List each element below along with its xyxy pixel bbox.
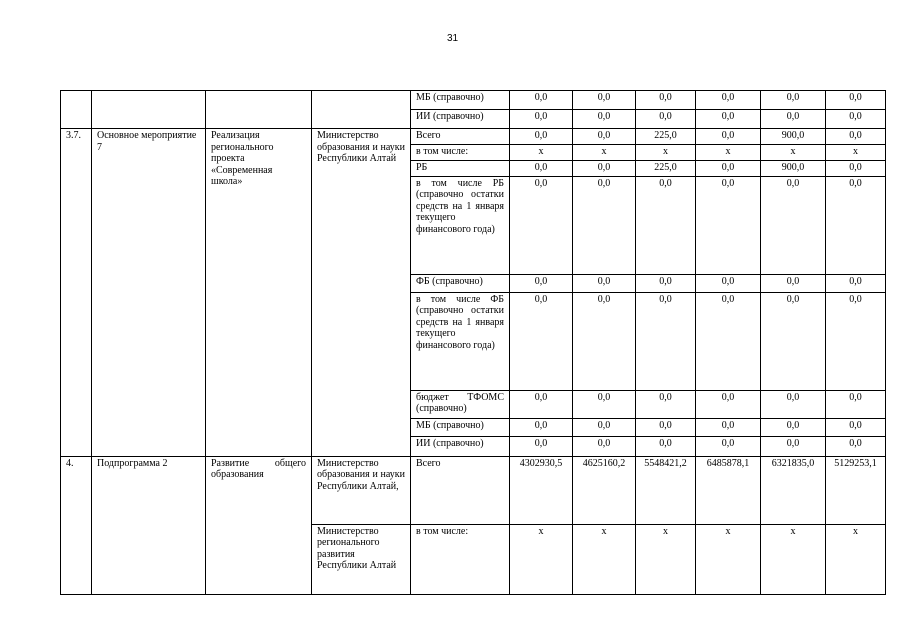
value-cell: 0,0 bbox=[696, 292, 761, 390]
value-cell: 0,0 bbox=[573, 418, 636, 436]
value-cell: х bbox=[510, 524, 573, 594]
funding-source-cell: в том числе РБ (справочно остатки средств на 1 января текущего финансового года) bbox=[411, 176, 510, 274]
value-cell: 0,0 bbox=[826, 129, 886, 145]
value-cell: 0,0 bbox=[510, 129, 573, 145]
value-cell: 0,0 bbox=[573, 110, 636, 129]
value-cell: 0,0 bbox=[636, 274, 696, 292]
value-cell: 900,0 bbox=[761, 129, 826, 145]
value-cell: 0,0 bbox=[761, 110, 826, 129]
value-cell: 0,0 bbox=[573, 390, 636, 418]
funding-source-cell: Всего bbox=[411, 129, 510, 145]
number-cell bbox=[61, 91, 92, 129]
value-cell: 0,0 bbox=[510, 436, 573, 456]
value-cell: х bbox=[573, 144, 636, 160]
value-cell: 0,0 bbox=[573, 436, 636, 456]
value-cell: х bbox=[636, 524, 696, 594]
value-cell: 0,0 bbox=[826, 176, 886, 274]
value-cell: 0,0 bbox=[573, 292, 636, 390]
value-cell: 4302930,5 bbox=[510, 456, 573, 524]
item-goal: Реализация регионального проекта «Современная школа» bbox=[206, 129, 312, 457]
value-cell: 0,0 bbox=[696, 160, 761, 176]
value-cell: 0,0 bbox=[636, 390, 696, 418]
value-cell: 0,0 bbox=[510, 91, 573, 110]
value-cell: 0,0 bbox=[826, 160, 886, 176]
value-cell: 0,0 bbox=[826, 436, 886, 456]
value-cell: 6485878,1 bbox=[696, 456, 761, 524]
budget-table bbox=[60, 90, 886, 595]
item-number: 4. bbox=[61, 456, 92, 594]
value-cell: х bbox=[510, 144, 573, 160]
item-goal: Развитие общего образования bbox=[206, 456, 312, 594]
value-cell: 225,0 bbox=[636, 160, 696, 176]
value-cell: х bbox=[761, 144, 826, 160]
page-number: 31 bbox=[446, 33, 459, 44]
table-row bbox=[61, 456, 886, 524]
value-cell: 0,0 bbox=[826, 91, 886, 110]
value-cell: 0,0 bbox=[696, 91, 761, 110]
name-cell bbox=[92, 91, 206, 129]
value-cell: 0,0 bbox=[573, 129, 636, 145]
funding-source-cell: бюджет ТФОМС (справочно) bbox=[411, 390, 510, 418]
value-cell: 0,0 bbox=[826, 274, 886, 292]
value-cell: 0,0 bbox=[696, 436, 761, 456]
funding-source-cell: в том числе ФБ (справочно остатки средств на 1 января текущего финансового года) bbox=[411, 292, 510, 390]
value-cell: 900,0 bbox=[761, 160, 826, 176]
value-cell: 0,0 bbox=[826, 110, 886, 129]
item-name: Подпрограмма 2 bbox=[92, 456, 206, 594]
value-cell: х bbox=[573, 524, 636, 594]
value-cell: 0,0 bbox=[573, 160, 636, 176]
value-cell: х bbox=[826, 524, 886, 594]
funding-source-cell: РБ bbox=[411, 160, 510, 176]
value-cell: 0,0 bbox=[573, 274, 636, 292]
value-cell: 0,0 bbox=[761, 390, 826, 418]
value-cell: 0,0 bbox=[761, 176, 826, 274]
value-cell: 5129253,1 bbox=[826, 456, 886, 524]
item-executor: Министерство образования и науки Республики Алтай, bbox=[312, 456, 411, 524]
value-cell: х bbox=[761, 524, 826, 594]
value-cell: 0,0 bbox=[761, 274, 826, 292]
value-cell: 0,0 bbox=[573, 91, 636, 110]
value-cell: х bbox=[696, 524, 761, 594]
executor-cell bbox=[312, 91, 411, 129]
funding-source-cell: МБ (справочно) bbox=[411, 91, 510, 110]
value-cell: х bbox=[826, 144, 886, 160]
value-cell: 0,0 bbox=[636, 176, 696, 274]
value-cell: 0,0 bbox=[696, 129, 761, 145]
value-cell: 0,0 bbox=[696, 110, 761, 129]
item-executor-continued: Министерство регионального развития Республики Алтай bbox=[312, 524, 411, 594]
value-cell: 0,0 bbox=[696, 418, 761, 436]
funding-source-cell: в том числе: bbox=[411, 524, 510, 594]
value-cell: 0,0 bbox=[761, 436, 826, 456]
value-cell: 0,0 bbox=[826, 292, 886, 390]
value-cell: 0,0 bbox=[761, 91, 826, 110]
value-cell: 0,0 bbox=[510, 292, 573, 390]
table-row bbox=[61, 91, 886, 110]
value-cell: 0,0 bbox=[696, 274, 761, 292]
funding-source-cell: ИИ (справочно) bbox=[411, 110, 510, 129]
funding-source-cell: МБ (справочно) bbox=[411, 418, 510, 436]
funding-source-cell: в том числе: bbox=[411, 144, 510, 160]
value-cell: 4625160,2 bbox=[573, 456, 636, 524]
value-cell: 0,0 bbox=[510, 418, 573, 436]
value-cell: 0,0 bbox=[696, 390, 761, 418]
value-cell: 0,0 bbox=[636, 91, 696, 110]
item-executor: Министерство образования и науки Республики Алтай bbox=[312, 129, 411, 457]
item-number: 3.7. bbox=[61, 129, 92, 457]
value-cell: 225,0 bbox=[636, 129, 696, 145]
value-cell: 0,0 bbox=[636, 292, 696, 390]
value-cell: 0,0 bbox=[510, 176, 573, 274]
value-cell: 0,0 bbox=[636, 436, 696, 456]
value-cell: 0,0 bbox=[826, 418, 886, 436]
goal-cell bbox=[206, 91, 312, 129]
value-cell: 0,0 bbox=[636, 110, 696, 129]
table-row bbox=[61, 129, 886, 145]
value-cell: 0,0 bbox=[696, 176, 761, 274]
value-cell: 0,0 bbox=[826, 390, 886, 418]
value-cell: 0,0 bbox=[573, 176, 636, 274]
value-cell: 0,0 bbox=[510, 274, 573, 292]
value-cell: 0,0 bbox=[761, 418, 826, 436]
value-cell: 5548421,2 bbox=[636, 456, 696, 524]
value-cell: х bbox=[636, 144, 696, 160]
value-cell: 0,0 bbox=[636, 418, 696, 436]
funding-source-cell: Всего bbox=[411, 456, 510, 524]
value-cell: 0,0 bbox=[510, 110, 573, 129]
value-cell: 0,0 bbox=[761, 292, 826, 390]
value-cell: х bbox=[696, 144, 761, 160]
funding-source-cell: ФБ (справочно) bbox=[411, 274, 510, 292]
funding-source-cell: ИИ (справочно) bbox=[411, 436, 510, 456]
item-name: Основное мероприятие 7 bbox=[92, 129, 206, 457]
value-cell: 0,0 bbox=[510, 390, 573, 418]
value-cell: 6321835,0 bbox=[761, 456, 826, 524]
value-cell: 0,0 bbox=[510, 160, 573, 176]
